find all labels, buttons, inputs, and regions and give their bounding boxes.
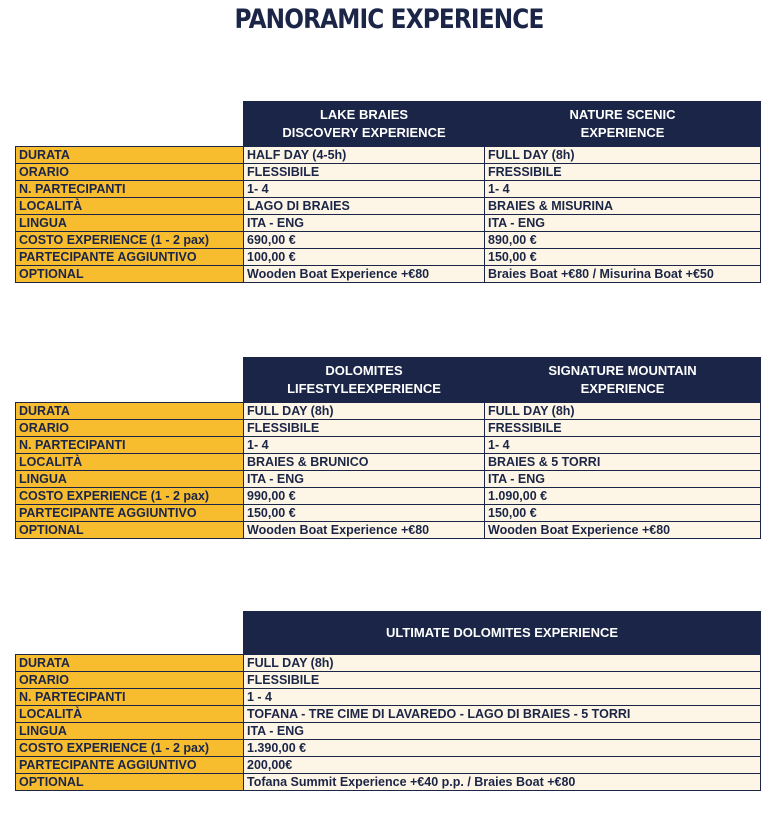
table-row [16,655,761,672]
table-row [16,740,761,757]
table-row [16,454,761,471]
row-label-orario: ORARIO [16,164,244,181]
table-row [16,774,761,791]
table-row [16,471,761,488]
table-row [16,437,761,454]
row-label-partecipanti: N. PARTECIPANTI [16,437,244,454]
table-cell: ITA - ENG [485,471,761,488]
column-header-lake-braies [244,102,485,147]
table-cell: 1- 4 [244,181,485,198]
row-label-aggiuntivo: PARTECIPANTE AGGIUNTIVO [16,249,244,266]
table-cell: BRAIES & 5 TORRI [485,454,761,471]
table-cell: TOFANA - TRE CIME DI LAVAREDO - LAGO DI BRAIES - 5 TORRI [244,706,761,723]
table-cell: ITA - ENG [244,215,485,232]
header-line: DISCOVERY EXPERIENCE [282,125,446,140]
row-label-optional: OPTIONAL [16,522,244,539]
column-header-nature-scenic [485,102,761,147]
experience-table-1 [15,101,761,283]
row-label-lingua: LINGUA [16,723,244,740]
table-cell: ITA - ENG [244,471,485,488]
table-cell: 1 - 4 [244,689,761,706]
table-row [16,723,761,740]
table-cell: Tofana Summit Experience +€40 p.p. / Braies Boat +€80 [244,774,761,791]
table-row [16,757,761,774]
row-label-orario: ORARIO [16,420,244,437]
header-line: SIGNATURE MOUNTAIN [548,363,697,378]
row-label-costo: COSTO EXPERIENCE (1 - 2 pax) [16,740,244,757]
row-label-costo: COSTO EXPERIENCE (1 - 2 pax) [16,232,244,249]
table-cell: FULL DAY (8h) [244,403,485,420]
table-row [16,672,761,689]
table-cell: BRAIES & MISURINA [485,198,761,215]
table-cell: 150,00 € [485,249,761,266]
row-label-durata: DURATA [16,147,244,164]
table-cell: FRESSIBILE [485,420,761,437]
column-header-signature-mountain [485,358,761,403]
blank-corner [16,102,244,147]
table-row [16,232,761,249]
table-row [16,522,761,539]
table-cell: 1.090,00 € [485,488,761,505]
row-label-optional: OPTIONAL [16,266,244,283]
table-cell: 1- 4 [485,181,761,198]
table-cell: FLESSIBILE [244,164,485,181]
table-row [16,420,761,437]
table-cell: 1- 4 [244,437,485,454]
row-label-durata: DURATA [16,403,244,420]
row-label-localita: LOCALITÀ [16,454,244,471]
header-line: EXPERIENCE [580,381,665,396]
table-cell: 1- 4 [485,437,761,454]
table-row [16,689,761,706]
row-label-localita: LOCALITÀ [16,198,244,215]
table-cell: HALF DAY (4-5h) [244,147,485,164]
header-line: LIFESTYLEEXPERIENCE [287,381,441,396]
table-cell: Wooden Boat Experience +€80 [244,522,485,539]
table-cell: FLESSIBILE [244,672,761,689]
table-row [16,181,761,198]
table-cell: 990,00 € [244,488,485,505]
column-header-ultimate-dolomites: ULTIMATE DOLOMITES EXPERIENCE [244,612,761,655]
row-label-partecipanti: N. PARTECIPANTI [16,689,244,706]
header-line: DOLOMITES [325,363,403,378]
table-cell: 690,00 € [244,232,485,249]
row-label-durata: DURATA [16,655,244,672]
table-cell: FULL DAY (8h) [485,147,761,164]
table-row [16,505,761,522]
row-label-orario: ORARIO [16,672,244,689]
table-cell: ITA - ENG [244,723,761,740]
row-label-optional: OPTIONAL [16,774,244,791]
table-cell: FLESSIBILE [244,420,485,437]
table-cell: FULL DAY (8h) [485,403,761,420]
table-cell: Wooden Boat Experience +€80 [244,266,485,283]
row-label-aggiuntivo: PARTECIPANTE AGGIUNTIVO [16,505,244,522]
table-cell: ITA - ENG [485,215,761,232]
table-cell: FRESSIBILE [485,164,761,181]
table-cell: 150,00 € [485,505,761,522]
table-cell: BRAIES & BRUNICO [244,454,485,471]
experience-table-2 [15,357,761,539]
table-row [16,403,761,420]
table-cell: 150,00 € [244,505,485,522]
table-cell: 1.390,00 € [244,740,761,757]
table-cell: LAGO DI BRAIES [244,198,485,215]
table-cell: FULL DAY (8h) [244,655,761,672]
table-cell: 100,00 € [244,249,485,266]
table-row [16,249,761,266]
page-title: PANORAMIC EXPERIENCE [234,4,544,35]
table-row [16,488,761,505]
header-line: LAKE BRAIES [319,107,409,122]
header-line: EXPERIENCE [580,125,665,140]
blank-corner [16,612,244,655]
table-row [16,147,761,164]
table-row [16,266,761,283]
table-cell: Braies Boat +€80 / Misurina Boat +€50 [485,266,761,283]
row-label-partecipanti: N. PARTECIPANTI [16,181,244,198]
header-line: NATURE SCENIC [569,107,676,122]
table-row [16,706,761,723]
table-row [16,198,761,215]
row-label-costo: COSTO EXPERIENCE (1 - 2 pax) [16,488,244,505]
row-label-localita: LOCALITÀ [16,706,244,723]
row-label-lingua: LINGUA [16,215,244,232]
column-header-dolomites-lifestyle [244,358,485,403]
row-label-lingua: LINGUA [16,471,244,488]
table-cell: 200,00€ [244,757,761,774]
table-row [16,164,761,181]
table-row [16,215,761,232]
table-cell: Wooden Boat Experience +€80 [485,522,761,539]
table-cell: 890,00 € [485,232,761,249]
experience-table-3 [15,611,761,791]
blank-corner [16,358,244,403]
row-label-aggiuntivo: PARTECIPANTE AGGIUNTIVO [16,757,244,774]
